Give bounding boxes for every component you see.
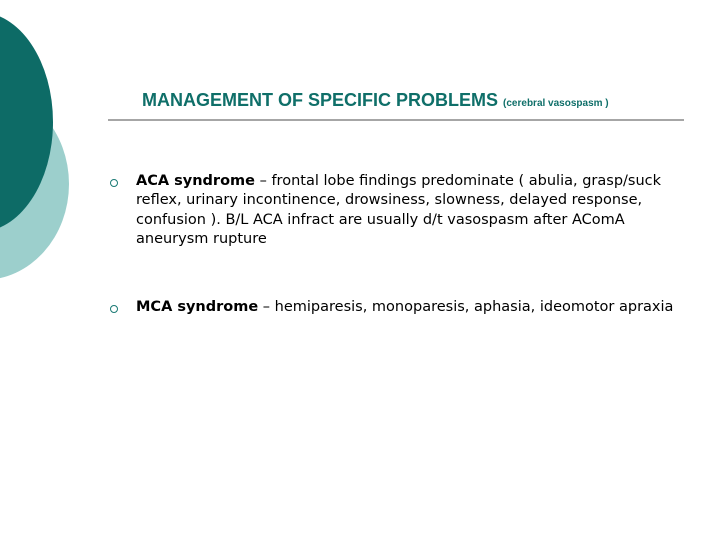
bullet-text: – frontal lobe findings predominate ( abulia, grasp/suck reflex, urinary incontinence, drowsiness, slowness, delayed response, confusion ). B/L ACA infract are usually d/t vasospasm after AComA aneurysm rupture (136, 173, 662, 247)
bullet-list (110, 172, 685, 317)
bullet-item-mca (110, 298, 685, 317)
title-divider (108, 119, 684, 121)
bullet-term: MCA syndrome (136, 299, 259, 316)
title-text: MANAGEMENT OF SPECIFIC PROBLEMS (142, 90, 499, 110)
bullet-text: – hemiparesis, monoparesis, aphasia, ideomotor apraxia (258, 299, 674, 316)
slide-title (142, 88, 702, 116)
title-subtitle: (cerebral vasospasm ) (503, 98, 609, 109)
bullet-term: ACA syndrome (136, 173, 255, 189)
bullet-item-aca (110, 172, 685, 249)
hollow-circle-bullet-icon (110, 305, 118, 313)
hollow-circle-bullet-icon (110, 179, 118, 187)
